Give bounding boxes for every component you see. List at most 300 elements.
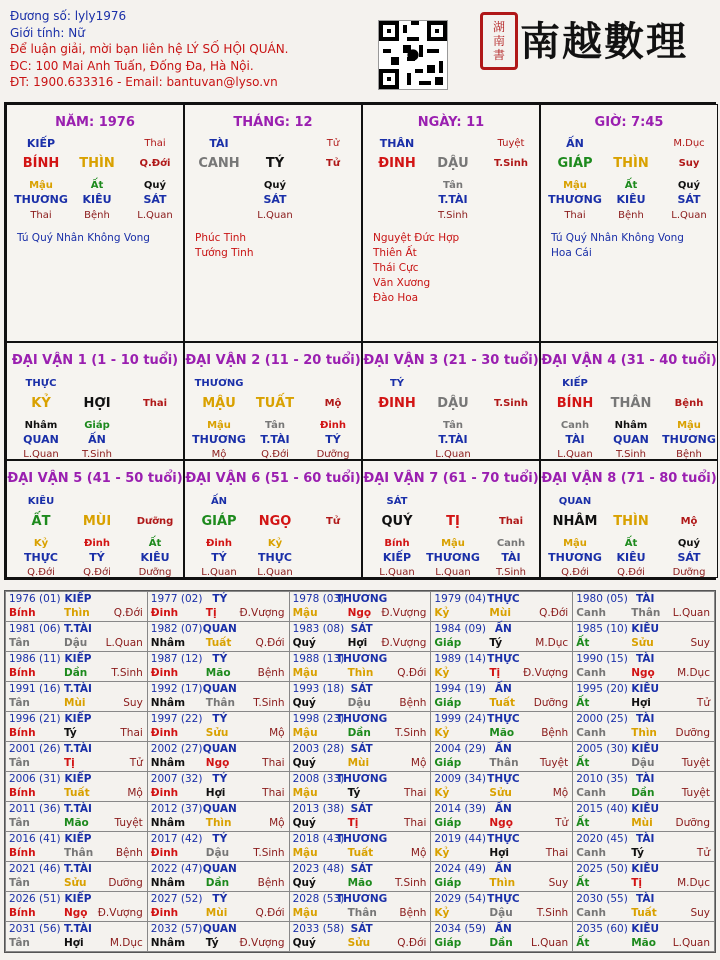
earthly-branch: THÌN (79, 156, 115, 171)
year-stem: Đinh (150, 727, 179, 739)
year-branch: Dậu (205, 847, 230, 859)
year-branch: Thân (347, 907, 377, 919)
year-ten-god: THỰC (487, 773, 520, 785)
year-cell (6, 712, 148, 742)
stage-label: Thai (142, 398, 168, 409)
year-cell (6, 832, 148, 862)
hidden-stage: L.Quan (435, 567, 471, 578)
dai-van-title: ĐẠI VẬN 3 (21 - 30 tuổi) (363, 353, 539, 368)
hidden-ten-god: QUAN (613, 433, 649, 446)
year-branch: Mão (64, 817, 89, 829)
year-ten-god: TÝ (212, 653, 228, 665)
year-label: 2004 (29) (434, 743, 487, 755)
year-stem: Giáp (434, 817, 462, 829)
year-stem: Tân (9, 697, 30, 709)
year-cell (573, 832, 715, 862)
year-branch: Tị (347, 817, 359, 829)
pillar-title: THÁNG: 12 (233, 115, 313, 130)
year-ten-god: THỰC (487, 893, 520, 905)
hidden-stem: Đinh (83, 538, 111, 549)
year-cell (431, 772, 573, 802)
pillar-grid (4, 102, 716, 580)
stage-label: Bệnh (674, 398, 704, 409)
year-ten-god: QUAN (202, 623, 237, 635)
year-cell-content (573, 892, 714, 921)
year-ten-god: ẤN (494, 743, 512, 755)
year-stem: Giáp (434, 877, 462, 889)
year-cell-content (290, 832, 431, 861)
year-cell (6, 892, 148, 922)
pillar-title: NĂM: 1976 (55, 115, 135, 130)
hidden-stage: L.Quan (671, 210, 707, 221)
year-label: 2029 (54) (434, 893, 487, 905)
year-ten-god: KIẾP (64, 653, 92, 665)
year-stage: Tuyệt (539, 757, 569, 769)
year-stem: Ất (576, 937, 590, 949)
year-branch: Mão (631, 937, 656, 949)
year-stage: Mộ (269, 817, 285, 829)
stage-label: Suy (678, 158, 700, 169)
year-ten-god: TÀI (635, 593, 655, 605)
hidden-stem: Quý (677, 180, 701, 191)
ten-god-label: QUAN (558, 496, 592, 507)
year-branch: Tý (347, 787, 361, 799)
year-stem: Quý (292, 937, 316, 949)
earthly-branch: THÂN (610, 396, 652, 411)
year-label: 1997 (22) (150, 713, 203, 725)
year-stage: Suy (123, 697, 143, 709)
ten-god-label: ẤN (210, 496, 228, 507)
year-stem: Quý (292, 817, 316, 829)
year-cell (289, 892, 431, 922)
year-label: 1992 (17) (150, 683, 203, 695)
year-ten-god: T.TÀI (64, 923, 92, 935)
hidden-stem: Nhâm (24, 420, 58, 431)
year-cell (431, 592, 573, 622)
year-stem: Kỷ (434, 727, 450, 739)
year-stage: Dưỡng (675, 727, 710, 739)
year-label: 2016 (41) (9, 833, 61, 845)
year-label: 2026 (51) (9, 893, 61, 905)
year-ten-god: TÀI (635, 773, 655, 785)
year-branch: Ngọ (205, 757, 230, 769)
hidden-ten-god: KIÊU (82, 193, 112, 206)
year-cell-content (573, 652, 714, 681)
year-ten-god: KIẾP (64, 593, 92, 605)
year-stem: Ất (576, 877, 590, 889)
year-cell (431, 622, 573, 652)
year-stem: Đinh (150, 787, 179, 799)
year-cell-content (148, 922, 289, 951)
year-stem: Mậu (292, 727, 318, 739)
year-cell-content (6, 622, 147, 651)
year-branch: Thìn (205, 817, 232, 829)
earthly-branch: NGỌ (258, 514, 292, 529)
year-cell-content (431, 832, 572, 861)
year-ten-god: T.TÀI (64, 623, 92, 635)
year-cell-content (148, 862, 289, 891)
year-stage: Q.Đới (539, 607, 569, 619)
year-stem: Canh (576, 667, 606, 679)
year-row (6, 622, 715, 652)
year-cell-content (148, 832, 289, 861)
earthly-branch: DẬU (437, 396, 469, 411)
heavenly-stem: NHÂM (552, 514, 598, 529)
hidden-ten-god: THƯƠNG (192, 433, 246, 446)
year-branch: Thân (489, 757, 519, 769)
dai-van-title: ĐẠI VẬN 6 (51 - 60 tuổi) (185, 471, 361, 486)
year-stem: Bính (9, 847, 36, 859)
year-branch: Tị (489, 667, 501, 679)
year-stage: Q.Đới (113, 607, 143, 619)
year-ten-god: QUAN (202, 923, 237, 935)
year-stage: Đ.Vượng (381, 607, 427, 619)
year-label: 2007 (32) (150, 773, 203, 785)
year-branch: Mão (347, 877, 373, 889)
hidden-stem: Mậu (441, 538, 465, 549)
year-stem: Bính (9, 727, 36, 739)
year-ten-god: T.TÀI (64, 803, 92, 815)
stage-label: T.Sinh (494, 158, 528, 169)
hidden-stage: L.Quan (23, 449, 59, 460)
hidden-ten-god: T.TÀI (260, 433, 290, 446)
hidden-stem: Mậu (29, 180, 53, 191)
dai-van-7 (362, 460, 540, 578)
year-ten-god: QUAN (202, 743, 237, 755)
year-cell-content (573, 832, 714, 861)
year-stem: Bính (9, 607, 36, 619)
contact-line: Để luận giải, mời bạn liên hệ LÝ SỐ HỘI QUÁN. (10, 42, 289, 56)
year-row (6, 832, 715, 862)
year-label: 1994 (19) (434, 683, 487, 695)
hidden-ten-god: TÝ (211, 551, 227, 564)
hidden-ten-god: T.TÀI (438, 433, 468, 446)
year-cell (573, 622, 715, 652)
contact-line: ĐT: 1900.633316 - Email: bantuvan@lyso.vn (10, 75, 278, 89)
year-cell-content (6, 742, 147, 771)
year-label: 2005 (30) (576, 743, 628, 755)
year-stage: Thai (262, 787, 285, 799)
year-stem: Nhâm (150, 757, 186, 769)
year-cell-content (6, 712, 147, 741)
contact-line: ĐC: 100 Mai Anh Tuấn, Đống Đa, Hà Nội. (10, 58, 254, 73)
ten-god-label: TÀI (209, 137, 229, 150)
hidden-stem: Kỷ (267, 538, 283, 549)
owner-line: Giới tính: Nữ (10, 25, 85, 40)
year-ten-god: QUAN (202, 683, 237, 695)
year-ten-god: TÝ (212, 593, 228, 605)
year-cell-content (431, 652, 572, 681)
year-stage: Tuyệt (114, 817, 143, 829)
year-label: 1982 (07) (150, 623, 203, 635)
heavenly-stem: MẬU (202, 396, 236, 411)
stage-label: Q.Đới (139, 158, 171, 169)
year-stage: Tử (696, 697, 710, 709)
year-ten-god: THƯƠNG (335, 893, 388, 905)
year-stage: Suy (548, 877, 569, 889)
year-stem: Tân (9, 817, 30, 829)
year-branch: Tuất (64, 787, 90, 799)
hidden-stem: Nhâm (614, 420, 648, 431)
hidden-stage: L.Quan (257, 567, 293, 578)
hidden-stage: L.Quan (257, 210, 293, 221)
stage-label: T.Sinh (494, 398, 528, 409)
year-label: 2033 (58) (292, 923, 345, 935)
hidden-ten-god: THỰC (258, 551, 292, 564)
hidden-ten-god: TÝ (89, 551, 105, 564)
year-cell (147, 652, 289, 682)
year-cell (573, 772, 715, 802)
year-cell-content (573, 862, 714, 891)
year-ten-god: ẤN (494, 803, 512, 815)
year-stem: Giáp (434, 937, 462, 949)
hidden-stem: Ất (148, 538, 162, 549)
qr-code (378, 20, 448, 90)
year-label: 2021 (46) (9, 863, 61, 875)
year-label: 2020 (45) (576, 833, 628, 845)
hidden-stage: Mộ (211, 449, 227, 460)
year-stage: Mộ (410, 757, 427, 769)
year-label: 1985 (10) (576, 623, 628, 635)
hidden-stage: L.Quan (379, 567, 415, 578)
year-label: 2023 (48) (292, 863, 345, 875)
year-branch: Sửu (631, 637, 654, 649)
heavenly-stem: BÍNH (556, 396, 594, 411)
year-cell-content (148, 682, 289, 711)
year-label: 1993 (18) (292, 683, 345, 695)
year-label: 1998 (23) (292, 713, 345, 725)
year-cell (6, 922, 148, 952)
year-cell (6, 652, 148, 682)
hidden-ten-god: T.TÀI (438, 193, 468, 206)
year-stem: Đinh (150, 667, 179, 679)
star-name: Thiên Ất (373, 247, 417, 259)
year-cell (147, 712, 289, 742)
ten-god-label: KIẾP (562, 378, 588, 389)
year-ten-god: KIÊU (631, 623, 660, 635)
year-row (6, 772, 715, 802)
year-stage: T.Sinh (394, 727, 427, 739)
star-name: Văn Xương (373, 277, 431, 289)
hidden-stage: Dưỡng (138, 567, 172, 578)
dai-van-title: ĐẠI VẬN 4 (31 - 40 tuổi) (541, 353, 717, 368)
year-ten-god: QUAN (202, 803, 237, 815)
year-stage: Thai (120, 727, 143, 739)
year-stem: Ất (576, 757, 590, 769)
ten-god-label: THỰC (25, 378, 57, 389)
dai-van-2 (184, 342, 362, 460)
hidden-stem: Canh (496, 538, 526, 549)
year-stem: Kỷ (434, 667, 450, 679)
year-stage: Suy (690, 907, 710, 919)
year-branch: Mão (489, 727, 515, 739)
hidden-stem: Giáp (84, 420, 110, 431)
ten-god-label: ẤN (566, 137, 584, 150)
year-row (6, 892, 715, 922)
year-branch: Dậu (489, 907, 513, 919)
year-cell-content (6, 772, 147, 801)
year-label: 1984 (09) (434, 623, 487, 635)
year-stage: T.Sinh (394, 877, 427, 889)
year-cell (6, 682, 148, 712)
hidden-stem: Ất (624, 538, 638, 549)
year-cell-content (431, 682, 572, 711)
earthly-branch: TUẤT (255, 396, 295, 411)
year-cell (147, 832, 289, 862)
year-stage: Mộ (269, 727, 285, 739)
year-stem: Bính (9, 787, 36, 799)
earthly-branch: DẬU (437, 156, 469, 171)
year-cell (6, 772, 148, 802)
hidden-stem: Mậu (677, 420, 701, 431)
year-stage: Q.Đới (397, 667, 427, 679)
year-cell (147, 922, 289, 952)
year-cell (573, 592, 715, 622)
year-stem: Ất (576, 817, 590, 829)
year-cell-content (148, 622, 289, 651)
year-cell-content (573, 772, 714, 801)
year-label: 2010 (35) (576, 773, 628, 785)
year-stage: Tuyệt (681, 757, 710, 769)
year-row (6, 712, 715, 742)
heavenly-stem: CANH (198, 156, 240, 171)
year-ten-god: SÁT (350, 683, 373, 695)
earthly-branch: HỢI (83, 396, 111, 411)
year-cell (573, 892, 715, 922)
hidden-stem: Tân (265, 420, 285, 431)
year-branch: Hợi (64, 937, 84, 949)
year-label: 1983 (08) (292, 623, 345, 635)
year-branch: Thìn (631, 727, 657, 739)
hidden-ten-god: THƯƠNG (548, 551, 602, 564)
year-branch: Dậu (64, 637, 88, 649)
year-stem: Nhâm (150, 637, 186, 649)
owner-line: Đương số: lyly1976 (10, 9, 127, 23)
hidden-ten-god: SÁT (677, 193, 701, 206)
year-ten-god: THƯƠNG (335, 833, 388, 845)
year-branch: Thìn (347, 667, 374, 679)
year-branch: Tuất (205, 637, 232, 649)
year-label: 2008 (33) (292, 773, 345, 785)
pillar-1 (184, 104, 362, 342)
year-label: 1989 (14) (434, 653, 487, 665)
year-stem: Bính (9, 667, 36, 679)
star-name: Tướng Tinh (195, 247, 254, 259)
year-branch: Mùi (205, 907, 228, 919)
year-cell-content (573, 742, 714, 771)
star-list (551, 231, 684, 261)
year-branch: Dần (347, 727, 371, 739)
year-label: 2030 (55) (576, 893, 628, 905)
hidden-stage: L.Quan (137, 210, 173, 221)
year-cell-content (573, 592, 714, 621)
pillar-title: GIỜ: 7:45 (594, 115, 664, 130)
star-name: Hoa Cái (551, 247, 592, 259)
year-ten-god: SÁT (350, 803, 373, 815)
year-stage: Tử (555, 817, 569, 829)
year-branch: Sửu (347, 937, 371, 949)
pillar-0 (6, 104, 184, 342)
year-stage: L.Quan (672, 607, 710, 619)
year-cell (147, 802, 289, 832)
year-label: 2011 (36) (9, 803, 61, 815)
year-cell (573, 712, 715, 742)
hidden-ten-god: THƯƠNG (14, 193, 68, 206)
year-branch: Dậu (631, 757, 655, 769)
ten-god-label: THÂN (379, 137, 415, 150)
year-row (6, 742, 715, 772)
year-cell-content (290, 682, 431, 711)
year-ten-god: KIÊU (631, 743, 660, 755)
stage-label: Tử (326, 138, 340, 149)
year-label: 2031 (56) (9, 923, 61, 935)
year-ten-god: THƯƠNG (335, 653, 388, 665)
year-cell (289, 622, 431, 652)
year-stage: Dưỡng (108, 877, 143, 889)
year-branch: Mão (205, 667, 231, 679)
yearly-cycle-table (4, 590, 716, 953)
year-stage: L.Quan (105, 637, 143, 649)
year-label: 2025 (50) (576, 863, 628, 875)
year-branch: Ngọ (489, 817, 513, 829)
hidden-ten-god: TÀI (501, 551, 521, 564)
year-cell (431, 832, 573, 862)
stage-label: Dưỡng (136, 516, 174, 527)
year-branch: Tuất (489, 697, 515, 709)
hidden-stem: Canh (560, 420, 590, 431)
year-stem: Ất (576, 697, 590, 709)
year-ten-god: TÝ (212, 833, 228, 845)
heavenly-stem: KỶ (31, 396, 51, 411)
year-label: 2015 (40) (576, 803, 628, 815)
year-stage: Q.Đới (397, 937, 427, 949)
year-ten-god: KIẾP (64, 713, 92, 725)
year-cell-content (573, 802, 714, 831)
year-label: 2024 (49) (434, 863, 487, 875)
year-stem: Nhâm (150, 877, 186, 889)
hidden-stem: Quý (143, 180, 167, 191)
year-cell-content (290, 712, 431, 741)
year-cell-content (6, 682, 147, 711)
year-label: 2002 (27) (150, 743, 203, 755)
year-ten-god: KIÊU (631, 863, 660, 875)
hidden-ten-god: KIẾP (382, 551, 412, 564)
year-stem: Nhâm (150, 817, 186, 829)
hidden-stage: Dưỡng (316, 449, 350, 460)
dai-van-title: ĐẠI VẬN 7 (61 - 70 tuổi) (363, 471, 539, 486)
year-ten-god: TÀI (635, 713, 655, 725)
star-name: Nguyệt Đức Hợp (373, 232, 460, 244)
year-row (6, 652, 715, 682)
year-branch: Dần (64, 667, 88, 679)
year-ten-god: SÁT (350, 623, 373, 635)
year-ten-god: THƯƠNG (335, 593, 388, 605)
hidden-stage: L.Quan (557, 449, 593, 460)
year-stage: L.Quan (530, 937, 569, 949)
year-stem: Mậu (292, 607, 318, 619)
year-stem: Canh (576, 847, 606, 859)
year-stem: Giáp (434, 697, 462, 709)
year-stage: Bệnh (541, 727, 569, 739)
year-stage: M.Dục (677, 877, 710, 889)
year-cell (289, 742, 431, 772)
earthly-branch: TÝ (265, 156, 285, 171)
year-cell-content (148, 802, 289, 831)
year-cell (573, 742, 715, 772)
hidden-stage: Q.Đới (561, 567, 589, 578)
year-stem: Tân (9, 877, 30, 889)
hidden-stage: T.Sinh (438, 210, 468, 221)
